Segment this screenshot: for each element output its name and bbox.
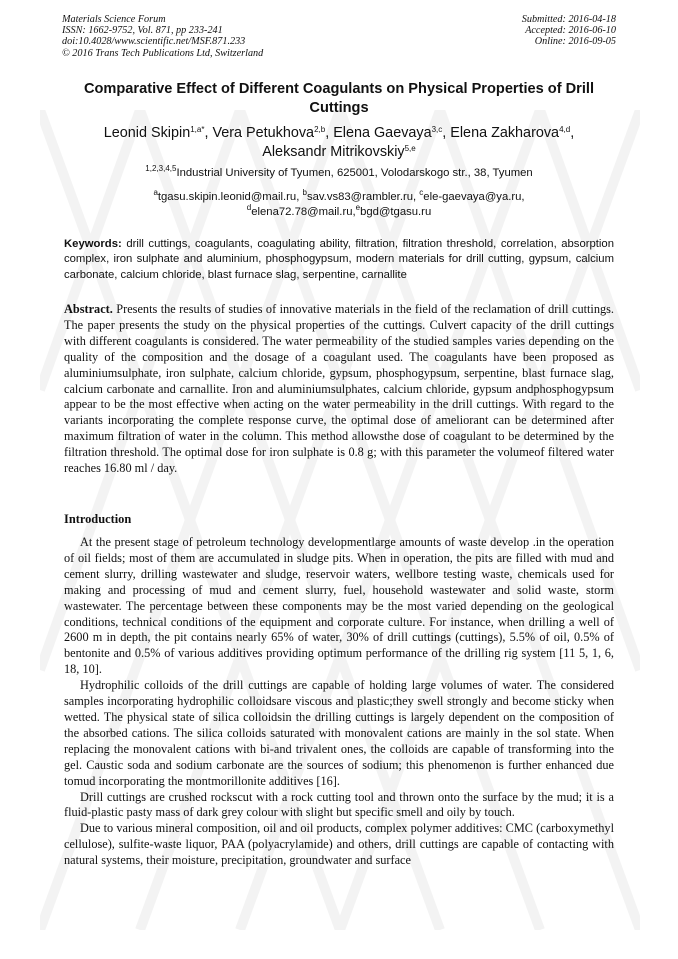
introduction-heading: Introduction <box>64 512 132 526</box>
keywords-block <box>64 237 614 283</box>
author-emails <box>58 190 620 219</box>
body-paragraph: Hydrophilic colloids of the drill cuttings are capable of holding large volumes of water. The considered samples incorporating hydrophilic colloidsare viscous and plastic;they swell strongly and become sticky when wetted. The physical state of silica colloidsin the drilling cuttings is largely dependent on the composition of the absorbed cations. The silica colloids saturated with monovalent cations are mainly in the sol state. When replacing the monovalent cations with bi-and trivalent ones, the colloids are capable of transforming into the gel. Caustic soda and sodium carbonate are the sources of sodium; this phenomenon is further enhanced due tomud incorporating the montmorillonite additives [16]. <box>64 678 614 788</box>
journal-doi: doi:10.4028/www.scientific.net/MSF.871.233 <box>62 36 246 48</box>
email-sup: e <box>355 202 361 212</box>
keywords-text: drill cuttings, coagulants, coagulating ability, filtration, filtration threshold, correlation, absorption complex, iron sulphate and aluminium, phosphogypsum, modern materials for drill cutting, gypsum, calcium carbonate, calcium chloride, blast furnace slag, serpentine, carnallite <box>64 238 614 281</box>
introduction-body <box>64 535 614 869</box>
author: Aleksandr Mitrikovskiy <box>262 144 405 160</box>
author-separator: , <box>442 125 451 141</box>
author-sup: 1,a* <box>190 125 205 134</box>
author: Elena Zakharova <box>450 125 560 141</box>
email-separator: , <box>413 191 420 203</box>
body-paragraph: Due to various mineral composition, oil and oil products, complex polymer additives: CMC (carboxymethyl cellulose), sulfite-waste liquor, PAA (polyacrylamide) and others, drill cuttings are capable of contacting with natural systems, their moisture, precipitation, groundwater and surface <box>64 821 614 868</box>
email-address[interactable]: tgasu.skipin.leonid@mail.ru <box>157 191 297 203</box>
email-sup: b <box>302 188 307 197</box>
online-date: Online: 2016-09-05 <box>534 36 616 48</box>
author-separator: , <box>204 125 213 141</box>
journal-copyright: © 2016 Trans Tech Publications Ltd, Switzerland <box>62 47 264 59</box>
accepted-date: Accepted: 2016-06-10 <box>525 25 616 37</box>
paper-title: Comparative Effect of Different Coagulants on Physical Properties of Drill Cuttings <box>83 81 595 116</box>
submission-dates <box>522 14 616 48</box>
abstract-label: Abstract. <box>64 302 113 316</box>
author-separator: , <box>570 125 575 141</box>
author: Leonid Skipin <box>103 125 191 141</box>
email-sup: c <box>419 188 424 197</box>
abstract-text: Presents the results of studies of innovative materials in the field of the reclamation of drill cuttings. The paper presents the study on the physical properties of the cuttings. Culvert capacity of the drill cuttings with different coagulants is considered. The water permeability of the studied samples varies depending on the quality of the composition and the dosage of a coagulant used. The coagulants have been proposed as aluminiumsulphate, iron sulphate, calcium chloride, gypsum, phosphogypsum, serpentine, blast furnace slag, calcium carbonate and carnallite. Iron and aluminiumsulphates, calcium chloride, gypsum andphosphogypsum appear to be the most effective when acting on the water permeability in the drill cuttings. With regard to the variants incorporating the complete response curve, the optimal dose of ameliorant can be determined after maximum filtration of water in the column. This method allowsthe dose of coagulant to be determined by the filtration threshold. The optimal dose for iron sulphate is 0.8 g; with this parameter the volumeof filtered water reaches 16.80 ml / day. <box>64 302 614 476</box>
keywords-label: Keywords: <box>64 238 122 250</box>
journal-info <box>62 14 263 59</box>
affiliation <box>58 166 620 180</box>
abstract-block <box>64 302 614 477</box>
affiliation-text: Industrial University of Tyumen, 625001, Volodarskogo str., 38, Tyumen <box>176 167 533 179</box>
submitted-date: Submitted: 2016-04-18 <box>521 14 616 25</box>
email-address[interactable]: bgd@tgasu.ru <box>360 205 432 218</box>
author-list <box>58 124 620 162</box>
body-paragraph: At the present stage of petroleum technology developmentlarge amounts of waste develop .in the operation of oil fields; most of them are accumulated in sludge pits. When in operation, the pits are filled with mud and cement slurry, drilling wastewater and sludge, reservoir waters, wellbore testing waste, chemicals used for making and processing of mud and cement slurry, fuel, household wastewater and solid waste, storm wastewater. The percentage between these components may be the most varied depending on the geological conditions, technical conditions of the equipment and corporate culture. For instance, when drilling a well of 2600 m in depth, the pit contains nearly 65% of water, 30% of drill cuttings (cuttings), 5.5% of oil, 0.5% of bentonite and 0.5% of various additives providing optimum performance of the drilling rig system [11 5, 1, 6, 18, 10]. <box>64 535 614 677</box>
journal-name: Materials Science Forum <box>62 14 166 25</box>
body-paragraph: Drill cuttings are crushed rockscut with a rock cutting tool and thrown onto the surface by the mud; it is a fluid-plastic pasty mass of dark grey colour with slight but specific smell and oily by touch. <box>64 789 614 820</box>
journal-issn: ISSN: 1662-9752, Vol. 871, pp 233-241 <box>62 25 223 37</box>
affiliation-sup: 1,2,3,4,5 <box>145 164 177 173</box>
email-separator: , <box>296 191 303 203</box>
author: Vera Petukhova <box>212 125 315 141</box>
author-sup: 2,b <box>314 125 326 134</box>
email-address[interactable]: elena72.78@mail.ru <box>251 205 353 218</box>
email-separator: , <box>352 205 356 218</box>
email-sup: a <box>153 188 158 197</box>
email-address[interactable]: ele-gaevaya@ya.ru <box>423 191 522 203</box>
author: Elena Gaevaya <box>333 125 432 141</box>
email-separator: , <box>521 191 525 203</box>
author-separator: , <box>325 125 334 141</box>
email-sup: d <box>246 202 252 212</box>
email-address[interactable]: sav.vs83@rambler.ru <box>306 191 413 203</box>
author-sup: 5,e <box>404 144 416 153</box>
author-sup: 3,c <box>431 125 443 134</box>
author-sup: 4,d <box>559 125 571 134</box>
